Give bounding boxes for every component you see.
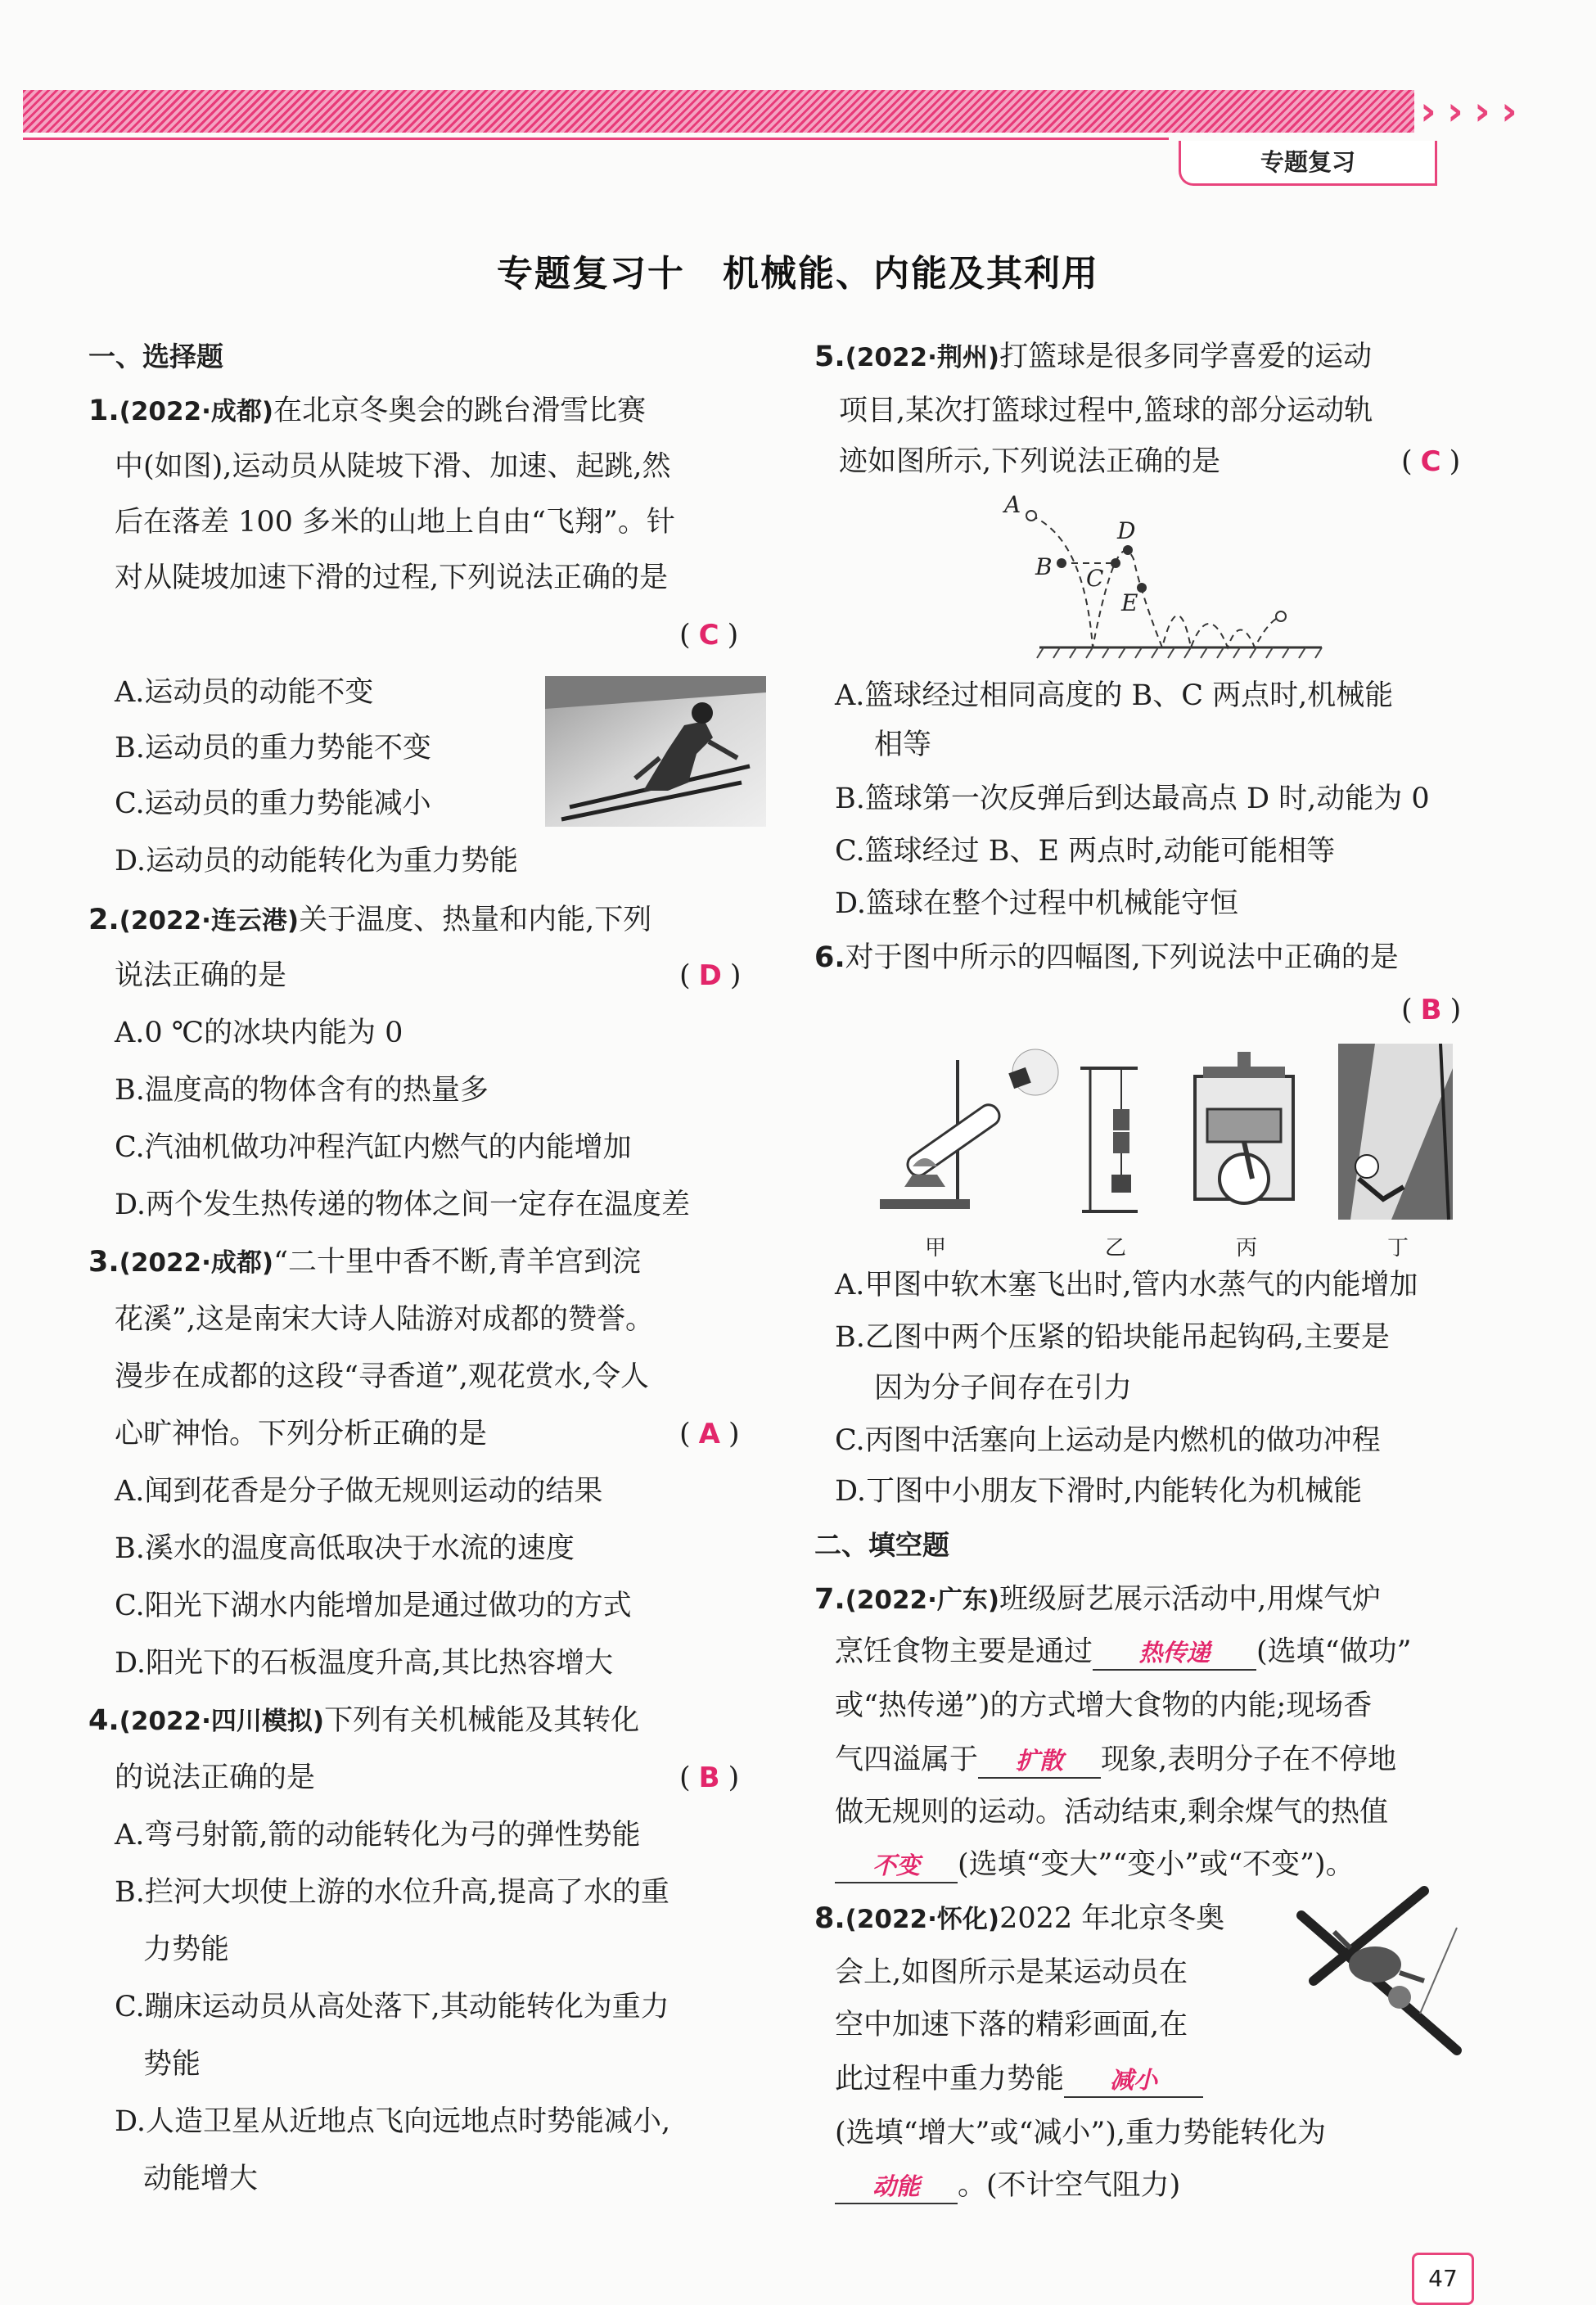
text-line: 做无规则的运动。活动结束,剩余煤气的热值 [835, 1796, 1389, 1829]
question-1-stem: 1.(2022·成都)在北京冬奥会的跳台滑雪比赛 [88, 395, 647, 427]
point-label: B [1035, 553, 1053, 580]
chevron-icon: › [1501, 88, 1517, 134]
lead-blocks-diagram [1080, 1068, 1138, 1211]
skier-photo [545, 676, 766, 827]
option: B.拦河大坝使上游的水位升高,提高了水的重 [115, 1876, 670, 1909]
answer-blank: 扩散 [978, 1744, 1101, 1779]
option: C.阳光下湖水内能增加是通过做功的方式 [115, 1590, 632, 1622]
option: A.0 ℃的冰块内能为 0 [115, 1017, 404, 1049]
text-line: 中(如图),运动员从陡坡下滑、加速、起跳,然 [115, 450, 671, 483]
option: 相等 [874, 728, 932, 761]
text-line: 动能 。(不计空气阻力) [835, 2166, 1180, 2205]
answer-bracket: ( D ) [679, 959, 742, 992]
option: D.两个发生热传递的物体之间一定存在温度差 [115, 1189, 690, 1221]
section-heading: 二、填空题 [814, 1529, 949, 1561]
answer-bracket: ( C ) [679, 619, 739, 652]
text-line: 的说法正确的是 [115, 1761, 316, 1794]
figure-label: 甲 [925, 1236, 947, 1261]
text-line: 会上,如图所示是某运动员在 [835, 1956, 1188, 1989]
chevron-icon: › [1447, 88, 1463, 134]
option: A.甲图中软木塞飞出时,管内水蒸气的内能增加 [835, 1269, 1418, 1301]
text-line: 漫步在成都的这段“寻香道”,观花赏水,令人 [115, 1360, 650, 1393]
option: C.汽油机做功冲程汽缸内燃气的内能增加 [115, 1131, 632, 1164]
answer-bracket: ( B ) [679, 1761, 740, 1794]
question-7-stem: 7.(2022·广东)班级厨艺展示活动中,用煤气炉 [814, 1583, 1382, 1616]
option: B.温度高的物体含有的热量多 [115, 1074, 489, 1107]
answer-blank: 动能 [835, 2170, 958, 2204]
question-4-stem: 4.(2022·四川模拟)下列有关机械能及其转化 [88, 1704, 640, 1737]
answer-blank: 热传递 [1093, 1636, 1256, 1671]
text-line: 空中加速下落的精彩画面,在 [835, 2009, 1188, 2041]
figure-label: 丙 [1236, 1236, 1258, 1261]
option: B.溪水的温度高低取决于水流的速度 [115, 1532, 575, 1565]
question-5-stem: 5.(2022·荆州)打篮球是很多同学喜爱的运动 [814, 341, 1373, 373]
option: 力势能 [143, 1933, 230, 1966]
point-label: E [1121, 589, 1138, 616]
answer-bracket: ( C ) [1401, 445, 1461, 478]
point-label: D [1117, 517, 1136, 544]
option: A.运动员的动能不变 [115, 676, 374, 709]
option: A.篮球经过相同高度的 B、C 两点时,机械能 [835, 679, 1394, 712]
option: D.运动员的动能转化为重力势能 [115, 845, 518, 877]
text-line: 对从陡坡加速下滑的过程,下列说法正确的是 [115, 562, 669, 594]
text-line: 项目,某次打篮球过程中,篮球的部分运动轨 [839, 395, 1373, 427]
point-label: C [1086, 565, 1104, 592]
option: D.阳光下的石板温度升高,其比热容增大 [115, 1647, 614, 1680]
option: C.蹦床运动员从高处落下,其动能转化为重力 [115, 1991, 670, 2023]
question-3-stem: 3.(2022·成都)“二十里中香不断,青羊宫到浣 [88, 1246, 642, 1279]
option: D.篮球在整个过程中机械能守恒 [835, 887, 1238, 920]
option: B.篮球第一次反弹后到达最高点 D 时,动能为 0 [835, 783, 1430, 815]
test-tube-diagram [880, 1049, 1058, 1209]
text-line: 此过程中重力势能 减小 [835, 2059, 1203, 2099]
text-line: 花溪”,这是南宋大诗人陆游对成都的赞誉。 [115, 1303, 655, 1336]
answer-blank: 减小 [1064, 2064, 1203, 2098]
question-2-stem: 2.(2022·连云港)关于温度、热量和内能,下列 [88, 904, 652, 936]
answer-bracket: ( B ) [1401, 994, 1462, 1026]
chevron-icon: › [1474, 88, 1490, 134]
option: 势能 [143, 2048, 201, 2081]
text-line: 烹饪食物主要是通过 热传递 (选填“做功” [835, 1632, 1411, 1671]
header-band [23, 90, 1414, 133]
question-8-stem: 8.(2022·怀化)2022 年北京冬奥 [814, 1902, 1225, 1935]
option: D.丁图中小朋友下滑时,内能转化为机械能 [835, 1475, 1363, 1508]
option: B.乙图中两个压紧的铅块能吊起钩码,主要是 [835, 1321, 1390, 1354]
question-6-stem: 6.对于图中所示的四幅图,下列说法中正确的是 [814, 941, 1399, 974]
text-line: 迹如图所示,下列说法正确的是 [839, 445, 1221, 478]
section-heading: 一、选择题 [88, 341, 223, 372]
text-line: 不变 (选填“变大”“变小”或“不变”)。 [835, 1845, 1355, 1884]
point-label: A [1004, 491, 1021, 518]
option: D.人造卫星从近地点飞向远地点时势能减小, [115, 2105, 671, 2138]
slide-diagram [1338, 1044, 1453, 1220]
text-line: 或“热传递”)的方式增大食物的内能;现场香 [835, 1689, 1373, 1722]
page-title: 专题复习十 机械能、内能及其利用 [497, 253, 1099, 295]
basketball-trajectory-diagram [994, 489, 1338, 665]
option: C.丙图中活塞向上运动是内燃机的做功冲程 [835, 1424, 1381, 1457]
four-diagrams-figure [868, 1044, 1457, 1265]
option: 动能增大 [143, 2163, 259, 2195]
engine-diagram [1195, 1052, 1293, 1203]
page-number: 47 [1412, 2253, 1474, 2305]
answer-bracket: ( A ) [679, 1418, 740, 1450]
text-line: 后在落差 100 多米的山地上自由“飞翔”。针 [115, 506, 675, 539]
text-line: 心旷神怡。下列分析正确的是 [115, 1418, 488, 1450]
option: C.篮球经过 B、E 两点时,动能可能相等 [835, 835, 1336, 868]
figure-label: 乙 [1105, 1236, 1127, 1261]
answer-blank: 不变 [835, 1849, 958, 1883]
option: A.闻到花香是分子做无规则运动的结果 [115, 1475, 603, 1508]
option: A.弯弓射箭,箭的动能转化为弓的弹性势能 [115, 1819, 641, 1852]
option: B.运动员的重力势能不变 [115, 732, 431, 765]
chevron-icon: › [1420, 88, 1436, 134]
header-rule [23, 138, 1169, 140]
text-line: 说法正确的是 [115, 959, 287, 992]
figure-label: 丁 [1387, 1236, 1409, 1261]
option: 因为分子间存在引力 [874, 1372, 1133, 1405]
option: C.运动员的重力势能减小 [115, 787, 431, 820]
text-line: (选填“增大”或“减小”),重力势能转化为 [835, 2117, 1327, 2149]
header-label: 专题复习 [1179, 141, 1437, 186]
ski-jumper-photo [1285, 1883, 1473, 2063]
text-line: 气四溢属于 扩散 现象,表明分子在不停地 [835, 1740, 1396, 1779]
